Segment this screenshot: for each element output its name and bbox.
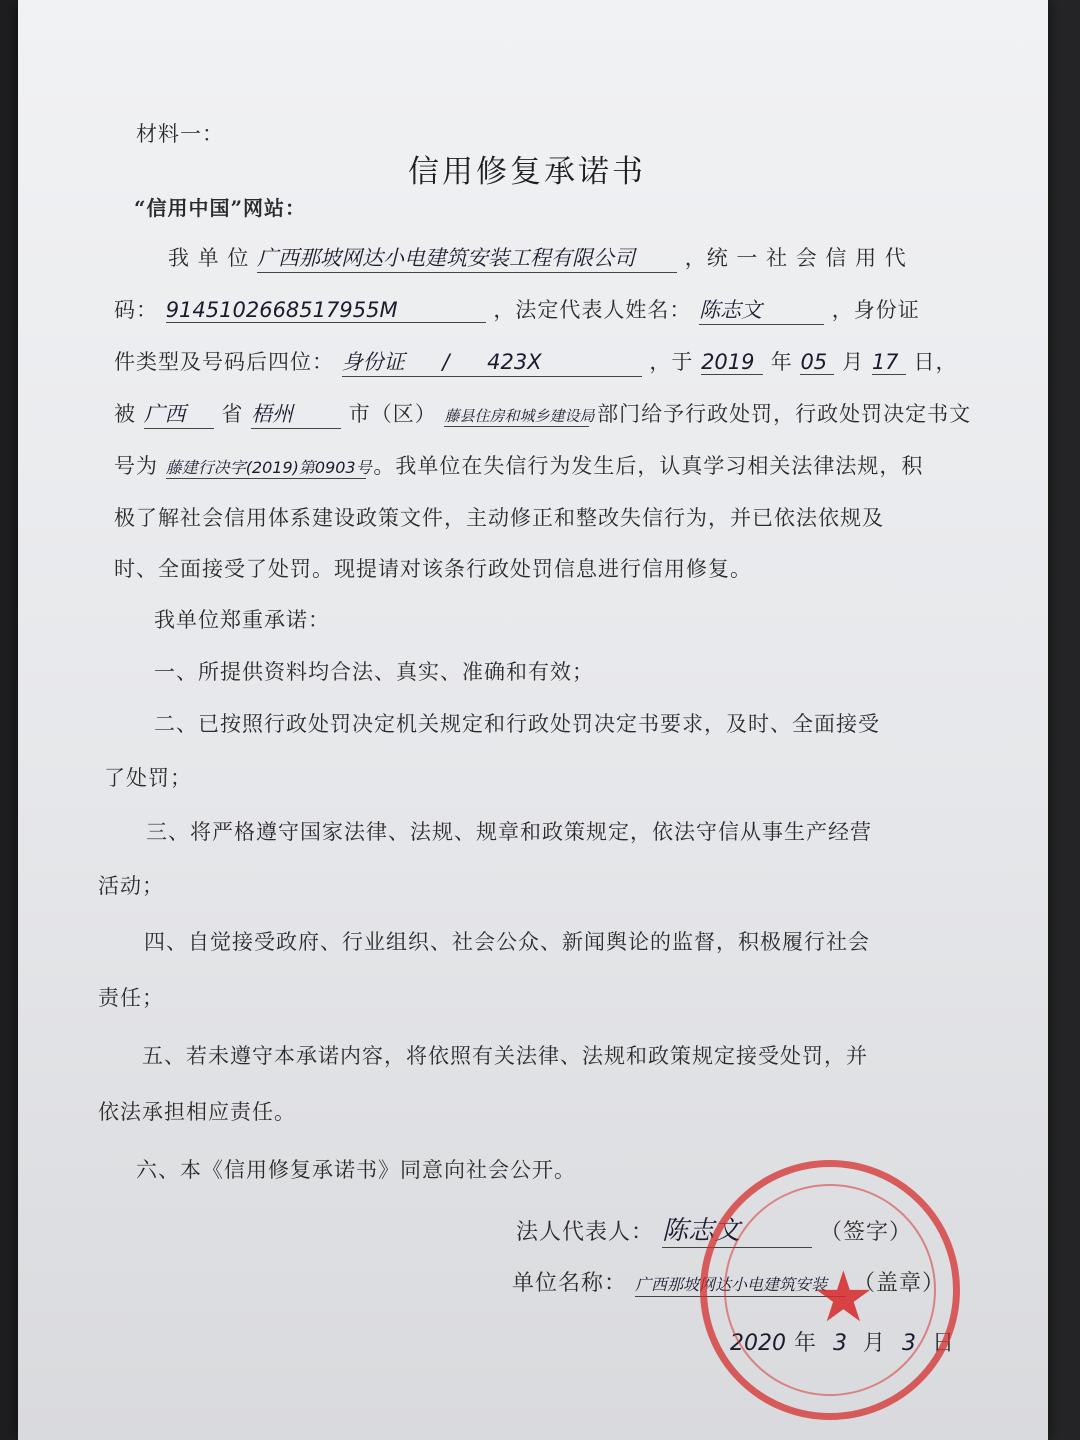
id-label-2: 件类型及号码后四位：: [114, 350, 334, 374]
id-field: [342, 346, 642, 377]
id-last4-handwritten: 423X: [487, 350, 542, 374]
pledge-3b: 活动；: [98, 874, 164, 898]
province-label: 省: [221, 402, 244, 426]
p1-prefix: 我 单 位: [168, 246, 250, 270]
day-handwritten: 17: [871, 350, 899, 374]
sign-year-handwritten: 2020: [730, 1331, 786, 1356]
legal-rep-handwritten: 陈志文: [699, 298, 763, 322]
year-handwritten: 2019: [701, 350, 755, 374]
code-prefix: 码：: [114, 298, 158, 322]
city-handwritten: 梧州: [251, 402, 294, 426]
unit-label: 单位名称：: [512, 1271, 628, 1296]
province-handwritten: 广西: [143, 402, 186, 426]
pledge-4b: 责任；: [98, 986, 164, 1010]
sign-day-handwritten: 3: [902, 1331, 917, 1356]
month-handwritten: 05: [800, 350, 828, 374]
pledge-2a: 二、已按照行政处罚决定机关规定和行政处罚决定书要求，及时、全面接受: [154, 712, 880, 736]
id-slash: /: [442, 350, 450, 374]
paragraph-line-6: 极了解社会信用体系建设政策文件，主动修正和整改失信行为，并已依法依规及: [114, 506, 884, 530]
material-label: 材料一：: [136, 122, 224, 146]
paragraph-line-3: [114, 346, 958, 377]
legal-rep-field: [699, 294, 824, 325]
paragraph-line-7: 时、全面接受了处罚。现提请对该条行政处罚信息进行信用修复。: [114, 557, 752, 581]
document-title: 信用修复承诺书: [408, 154, 646, 190]
rep-suffix: （签字）: [820, 1220, 913, 1245]
sign-month-label: 月: [863, 1331, 887, 1356]
company-name-field: [257, 242, 677, 273]
unit-handwritten: 广西那坡网达小电建筑安装: [635, 1275, 828, 1294]
pledge-3a: 三、将严格遵守国家法律、法规、规章和政策规定，依法守信从事生产经营: [146, 820, 872, 844]
legal-rep-label: ，法定代表人姓名：: [493, 298, 692, 322]
rep-signature-handwritten: 陈志文: [662, 1216, 741, 1246]
id-label-1: ，身份证: [831, 298, 920, 322]
dept-handwritten: 藤县住房和城乡建设局: [444, 407, 595, 425]
credit-code-field: [166, 298, 486, 323]
id-type-handwritten: 身份证: [341, 350, 405, 374]
pledge-2b: 了处罚；: [104, 766, 192, 790]
seal-star-icon: ★: [812, 1256, 875, 1338]
year-label: 年: [770, 350, 793, 374]
date-prefix: ，于: [649, 350, 694, 374]
city-label: 市（区）: [348, 402, 437, 426]
pledge-4a: 四、自觉接受政府、行业组织、社会公众、新闻舆论的监督，积极履行社会: [144, 930, 870, 954]
paragraph-line-4: [114, 398, 971, 429]
sign-month-handwritten: 3: [833, 1331, 848, 1356]
paragraph-line-2: [114, 294, 920, 325]
addressee: “信用中国”网站：: [134, 196, 307, 220]
rep-label: 法人代表人：: [516, 1220, 655, 1245]
dept-suffix: 部门给予行政处罚，行政处罚决定书文: [597, 402, 972, 426]
pledge-5a: 五、若未遵守本承诺内容，将依照有关法律、法规和政策规定接受处罚，并: [142, 1044, 868, 1068]
day-label: 日，: [913, 350, 958, 374]
docno-handwritten: 藤建行决字(2019)第0903号: [165, 458, 372, 477]
credit-code-handwritten: 9145102668517955M: [165, 298, 398, 322]
unit-suffix: （盖章）: [853, 1271, 946, 1296]
sign-year-label: 年: [794, 1331, 818, 1356]
line5-rest: 。我单位在失信行为发生后，认真学习相关法律法规，积: [373, 454, 924, 478]
sign-day-label: 日: [932, 1331, 956, 1356]
paragraph-line-5: [114, 450, 923, 480]
company-name-handwritten: 广西那坡网达小电建筑安装工程有限公司: [257, 246, 636, 270]
docno-prefix: 号为: [114, 454, 158, 478]
pledge-1: 一、所提供资料均合法、真实、准确和有效；: [154, 660, 594, 684]
p1-suffix: ，统 一 社 会 信 用 代: [684, 246, 907, 270]
month-label: 月: [842, 350, 865, 374]
by-label: 被: [114, 402, 136, 426]
pledge-6: 六、本《信用修复承诺书》同意向社会公开。: [136, 1158, 576, 1182]
pledge-intro: 我单位郑重承诺：: [154, 608, 330, 632]
paragraph-line-1: [168, 242, 907, 273]
pledge-5b: 依法承担相应责任。: [98, 1100, 296, 1124]
